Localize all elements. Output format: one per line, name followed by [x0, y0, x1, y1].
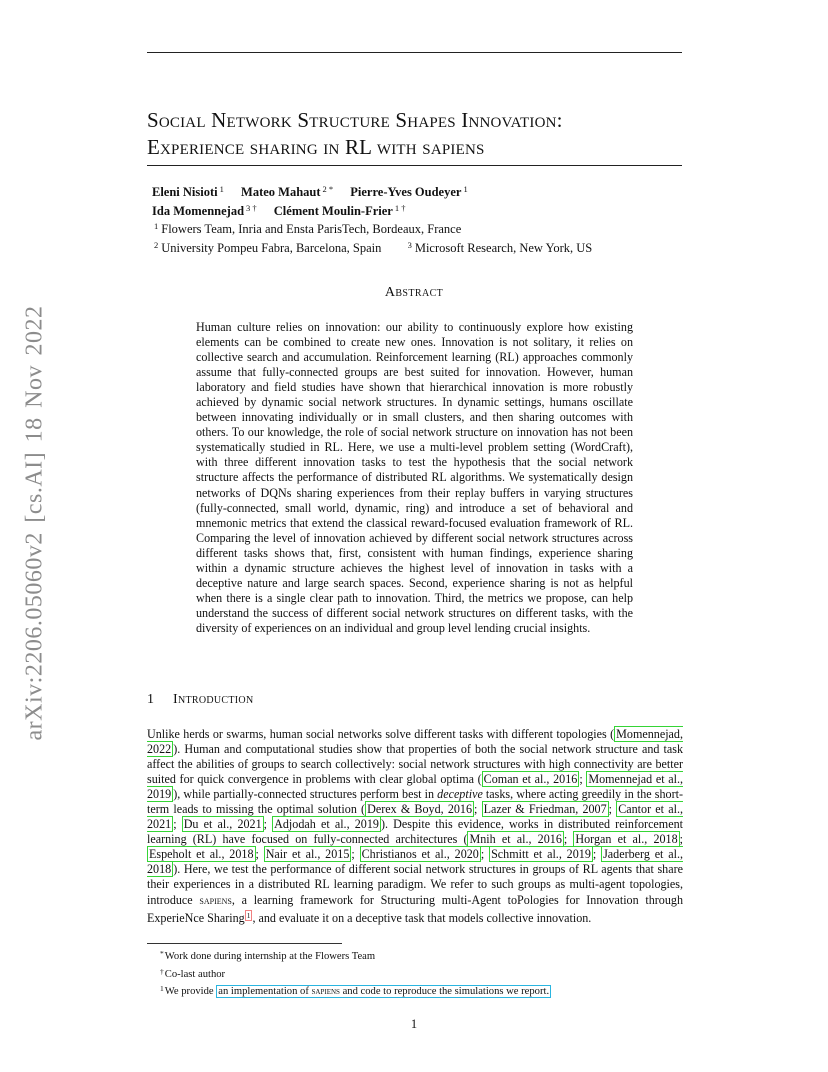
author-block [152, 182, 592, 256]
citation-link[interactable]: Espeholt et al., 2018 [149, 847, 254, 862]
intro-text: ). Here, we test the performance of different social network structures in groups of RL agents that share their experiences in a distributed RL learning paradigm. We refer to such groups as multi-agent topologies, introduce [147, 862, 683, 907]
author-mark: 2 * [322, 184, 334, 194]
affiliation-mark: 1 [154, 221, 159, 231]
author-name: Eleni Nisioti [152, 185, 218, 199]
affiliation-mark: 3 [407, 239, 412, 250]
citation-link[interactable]: Nair et al., 2015 [265, 847, 350, 862]
author-mark: 1 [219, 184, 224, 194]
citation-link[interactable]: Coman et al., 2016 [483, 772, 578, 787]
author-name: Pierre-Yves Oudeyer [350, 185, 462, 199]
intro-text: ), while partially-connected structures perform best in [173, 787, 438, 802]
citation-link[interactable]: Momennejad, 2022 [147, 727, 683, 757]
section-heading [147, 692, 253, 708]
citation-link[interactable]: Derex & Boyd, 2016 [367, 802, 473, 817]
footnote-text: Co-last author [164, 968, 226, 980]
author-row-1 [152, 182, 592, 201]
author-mark: 1 † [394, 202, 406, 213]
introduction-paragraph: Unlike herds or swarms, human social networks solve different tasks with different topologies ( Momennejad, 2022 ). Human and computational studies show that properties of both the social network structure and task affect the abilities of groups to search collectively: social network structures with high connectivity are better suited for quick convergence in problems with clear global optima ( Coman et al., 2016 ; Momennejad et al., 2019 ), while partially-connected structures perform best in deceptive tasks, where acting greedily in the short-term leads to missing the optimal solution ( Derex & Boyd, 2016 ; Lazer & Friedman, 2007 ; Cantor et al., 2021 ; Du et al., 2021 ; Adjodah et al., 2019 ). Despite this evidence, works in distributed reinforcement learning (RL) have focused on fully-connected architectures ( Mnih et al., 2016 ; Horgan et al., 2018 ; Espeholt et al., 2018 ; Nair et al., 2015 ; Christianos et al., 2020 ; Schmitt et al., 2019 ; Jaderberg et al., 2018 ). Here, we test the performance of different social network structures in groups of RL agents that share their experiences in a distributed RL learning paradigm. We refer to such groups as multi-agent topologies, introduce sapiens, a learning framework for Structuring multi-Agent toPologies for Innovation through ExperieNce Sharing $^1$ , and evaluate it on a deceptive task that models collective innovation. [147, 727, 684, 925]
author-name: Mateo Mahaut [241, 185, 321, 199]
emphasis-text: deceptive [437, 787, 483, 802]
section-title: Introduction [173, 692, 254, 707]
citation-link[interactable]: Du et al., 2021 [183, 817, 262, 832]
framework-name: sapiens [199, 892, 232, 907]
title-line-2: Experience sharing in RL with sapiens [147, 135, 485, 159]
citation-link[interactable]: Schmitt et al., 2019 [491, 847, 591, 862]
author-row-2 [152, 201, 592, 220]
footnote-mark: * [160, 949, 164, 958]
intro-text: ). Human and computational studies show that properties of both the social network structure and task affect the abilities of groups to search collectively: social network structures with high connectivity are better suited for quick convergence in problems with clear global optima ( [147, 742, 683, 787]
citation-link[interactable]: Cantor et al., 2021 [147, 802, 683, 832]
page-number: 1 [410, 1017, 418, 1031]
abstract-heading: Abstract [384, 285, 444, 300]
arxiv-identifier-stamp: arXiv:2206.05060v2 [cs.AI] 18 Nov 2022 [21, 305, 48, 741]
author-name: Clément Moulin-Frier [273, 203, 393, 218]
intro-text: Unlike herds or swarms, human social networks solve different tasks with different topologies ( [147, 727, 615, 741]
affiliation-text: University Pompeu Fabra, Barcelona, Spain [161, 240, 382, 255]
footnote-text: Work done during internship at the Flowers Team [164, 951, 376, 962]
citation-link[interactable]: Momennejad et al., 2019 [147, 772, 683, 802]
footnote-2 [160, 965, 551, 983]
footnote-1 [160, 947, 551, 965]
author-mark: 3 † [246, 202, 257, 213]
affiliation-2-3 [152, 238, 592, 257]
citation-link[interactable]: Christianos et al., 2020 [361, 847, 479, 862]
affiliation-1 [152, 219, 592, 238]
affiliation-mark: 2 [154, 239, 159, 250]
footnote-mark: † [160, 966, 164, 976]
footnote-marker-link[interactable]: 1 [246, 910, 251, 920]
affiliation-text: Flowers Team, Inria and Ensta ParisTech, Bordeaux, France [161, 222, 462, 236]
footnote-mark: 1 [160, 984, 164, 993]
citation-link[interactable]: Horgan et al., 2018 [575, 832, 678, 847]
intro-text: tasks, where acting greedily in the short-term leads to missing the optimal solution ( [147, 787, 683, 817]
author-name: Ida Momennejad [152, 203, 245, 218]
affiliation-text: Microsoft Research, New York, US [414, 240, 593, 255]
author-mark: 1 [463, 184, 468, 194]
section-number: 1 [147, 692, 154, 707]
footnotes [160, 947, 551, 1000]
code-repository-link[interactable]: an implementation of sapiens and code to reproduce the simulations we report. [218, 986, 550, 997]
intro-text: , and evaluate it on a deceptive task that models collective innovation. [252, 910, 592, 925]
footnote-3 [160, 982, 551, 1000]
citation-link[interactable]: Jaderberg et al., 2018 [147, 847, 684, 877]
citation-link[interactable]: Adjodah et al., 2019 [274, 817, 379, 832]
citation-link[interactable]: Mnih et al., 2016 [469, 832, 562, 847]
title-bottom-rule [147, 165, 682, 166]
title-line-1: Social Network Structure Shapes Innovation: [147, 108, 563, 132]
intro-text: , a learning framework for Structuring multi-Agent toPologies for Innovation through ExperieNce Sharing [147, 892, 683, 925]
citation-link[interactable]: Lazer & Friedman, 2007 [483, 802, 607, 817]
top-rule [147, 52, 682, 53]
footnote-text: We provide [164, 986, 217, 997]
intro-text: ). Despite this evidence, works in distributed reinforcement learning (RL) have focused on fully-connected architectures ( [147, 817, 683, 847]
footnote-rule [147, 943, 342, 944]
paper-title [147, 107, 747, 161]
abstract-body: Human culture relies on innovation: our ability to continuously explore how existing elements can be combined to create new ones. Innovation is not solitary, it relies on collective search and accumulation. Reinforcement learning (RL) approaches commonly assume that fully-connected groups are best suited for innovation. However, human laboratory and field studies have shown that hierarchical innovation is more robustly achieved by dynamic social network structures. In dynamic settings, humans oscillate between innovating individually or in small clusters, and then sharing outcomes with others. To our knowledge, the role of social network structure on innovation has not been systematically studied in RL. Here, we use a multi-level problem setting (WordCraft), with three different innovation tasks to test the hypothesis that the social network structure affects the performance of distributed RL algorithms. We systematically design networks of DQNs sharing experiences from their replay buffers in varying structures (fully-connected, small world, dynamic, ring) and introduce a set of behavioral and mnemonic metrics that extend the classical reward-focused evaluation framework of RL. Comparing the level of innovation achieved by different social network structures across different tasks shows that, first, consistent with human findings, experience sharing within a dynamic structure achieves the highest level of innovation in tasks with a deceptive nature and large search spaces. Second, experience sharing is not as helpful when there is a single clear path to innovation. Third, the metrics we propose, can help understand the success of different social network structures on different tasks, with the diversity of experiences on an individual and group level lending crucial insights. [196, 320, 633, 635]
